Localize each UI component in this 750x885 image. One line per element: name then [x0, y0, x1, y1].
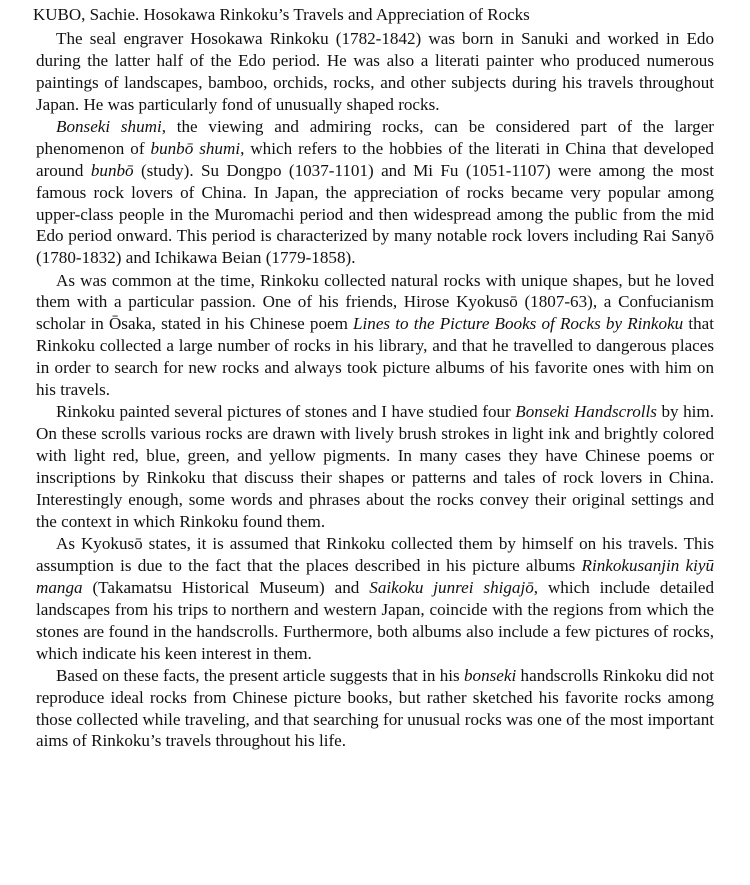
text-run: (Takamatsu Historical Museum) and [82, 577, 370, 597]
text-run: , the viewing and admiring rocks, can be considered part of the larger phenomenon of [36, 116, 714, 158]
italic-term: Saikoku junrei shigajō [369, 577, 534, 597]
text-run: that Rinkoku collected a large number of rocks in his library, and that he travelled to dangerous places in order to search for new rocks and always took picture albums of his favorite ones with him on his travels. [36, 314, 714, 400]
text-run: Rinkoku painted several pictures of stones and I have studied four [56, 402, 516, 422]
paragraph-3 [36, 270, 714, 401]
paragraph-6 [36, 665, 714, 753]
text-run: (study). Su Dongpo (1037-1101) and Mi Fu (1051-1107) were among the most famous rock lovers of China. In Japan, the appreciation of rocks became very popular among upper-class people in the Muromachi period and then widespread among the public from the mid Edo period onward. This period is characterized by many notable rock lovers including Rai Sanyō (1780-1832) and Ichikawa Beian (1779-1858). [36, 160, 714, 268]
text-run: As Kyokusō states, it is assumed that Rinkoku collected them by himself on his travels. This assumption is due to the fact that the places described in his picture albums [36, 534, 714, 575]
italic-term: Rinkokusanjin kiyū manga [36, 555, 714, 597]
text-run: by him. On these scrolls various rocks are drawn with lively brush strokes in light ink and brightly colored with light red, blue, green, and yellow pigments. In many cases they have Chinese poems or inscriptions by Rinkoku that discuss their shapes or patterns and tales of rock lovers in China. Interestingly enough, some words and phrases about the rocks convey their original settings and the context in which Rinkoku found them. [36, 402, 714, 531]
italic-term: bunbō [90, 160, 134, 180]
article-title: KUBO, Sachie. Hosokawa Rinkoku’s Travels and Appreciation of Rocks [33, 5, 530, 24]
italic-term: Lines to the Picture Books of Rocks by Rinkoku [353, 314, 684, 334]
text-run: , which refers to the hobbies of the literati in China that developed around [36, 138, 714, 180]
paragraph-4 [36, 401, 714, 532]
paragraph-2 [36, 116, 714, 269]
text-run: As was common at the time, Rinkoku collected natural rocks with unique shapes, but he loved them with a particular passion. One of his friends, Hirose Kyokusō (1807-63), a Confucianism scholar in Ōsaka, stated in his Chinese poem [36, 270, 714, 334]
paragraph-5 [36, 533, 714, 664]
italic-term: bonseki [464, 665, 517, 685]
article-body [36, 28, 714, 752]
document-page [33, 4, 714, 753]
paragraph-1 [36, 28, 714, 116]
text-run: , which include detailed landscapes from his trips to northern and western Japan, coincide with the regions from which the stones are found in the handscrolls. Furthermore, both albums also include a few pictures of rocks, which indicate his keen interest in them. [36, 577, 714, 663]
text-run: Based on these facts, the present article suggests that in his [56, 665, 464, 685]
italic-term: Bonseki shumi [56, 116, 162, 136]
italic-term: Bonseki Handscrolls [515, 402, 657, 422]
text-run: The seal engraver Hosokawa Rinkoku (1782-1842) was born in Sanuki and worked in Edo during the latter half of the Edo period. He was also a literati painter who produced numerous paintings of landscapes, bamboo, orchids, rocks, and other subjects during his travels throughout Japan. He was particularly fond of unusually shaped rocks. [36, 29, 714, 114]
text-run: handscrolls Rinkoku did not reproduce ideal rocks from Chinese picture books, but rather sketched his favorite rocks among those collected while traveling, and that searching for unusual rocks was one of the most important aims of Rinkoku’s travels throughout his life. [36, 665, 714, 751]
italic-term: bunbō shumi [150, 138, 241, 158]
